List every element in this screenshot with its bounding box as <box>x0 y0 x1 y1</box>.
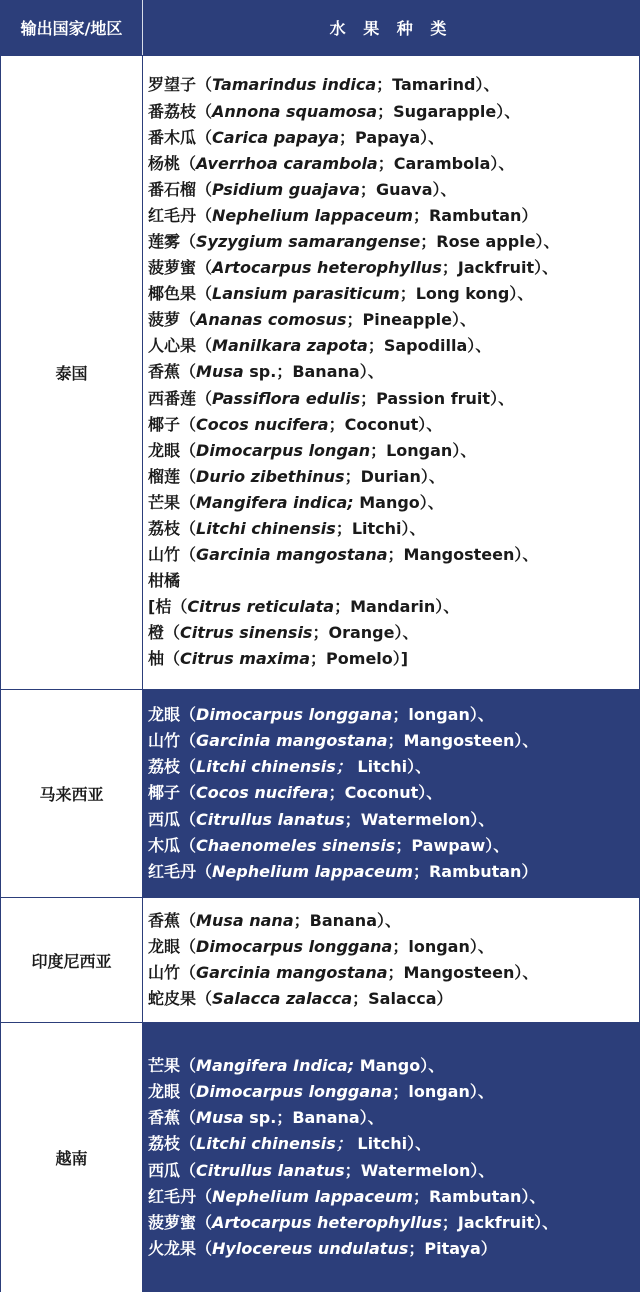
fruit-sci-name: Averrhoa carambola <box>196 153 378 173</box>
fruit-sci-name: Garcinia mangostana <box>196 963 388 982</box>
line-end: ）、 <box>419 492 444 512</box>
line-end: ）、 <box>475 75 500 95</box>
fruit-cn-name: 榴莲 <box>148 466 181 486</box>
fruit-en-name: Mangosteen <box>403 731 515 751</box>
fruit-sci-name: Mangifera indica; <box>196 492 354 512</box>
fruit-sci-name: Musa nana <box>196 910 294 930</box>
fruit-sci-name: Citrullus lanatus <box>196 809 345 829</box>
fruit-cn-name: 番石榴 <box>148 179 197 199</box>
list-item: 人心果（Manilkara zapota；Sapodilla）、 <box>148 336 492 356</box>
fruit-sci-name: Annona squamosa <box>212 101 378 121</box>
fruit-sci-name: Hylocereus undulatus <box>212 1238 409 1258</box>
line-end: ）、 <box>435 597 460 617</box>
list-item: 菠萝蜜（Artocarpus heterophyllus；Jackfruit）、 <box>148 1212 559 1232</box>
fruit-sci-name: Carica papaya <box>212 127 340 147</box>
fruit-cn-name: 龙眼 <box>148 440 181 460</box>
fruit-sci-name: Citrus maxima <box>180 649 311 669</box>
list-item: 龙眼（Dimocarpus longan；Longan）、 <box>148 440 477 460</box>
fruit-en-name: Durian <box>360 466 421 486</box>
line-end: ）、 <box>514 545 539 565</box>
fruit-cn-name: 杨桃 <box>148 153 181 173</box>
fruit-sci-name: Passiflora edulis <box>212 388 361 408</box>
line-end: ）、 <box>470 809 495 829</box>
fruit-sci-name: Psidium guajava <box>212 179 360 199</box>
header-region: 输出国家/地区 <box>1 0 143 55</box>
table-row <box>1 55 639 689</box>
list-item: 红毛丹（Nephelium lappaceum；Rambutan） <box>148 205 538 225</box>
line-end: ）、 <box>418 414 443 434</box>
line-end: ）、 <box>469 705 494 725</box>
line-end: ）、 <box>534 1212 559 1232</box>
line-end: ）、 <box>514 963 539 982</box>
line-end: ）、 <box>452 440 477 460</box>
fruit-en-name: Rose apple <box>436 231 536 251</box>
fruit-cn-name: 橙 <box>148 623 165 643</box>
line-end: ）、 <box>407 757 432 777</box>
line-end: ）、 <box>534 258 559 278</box>
fruit-cn-name: 红毛丹 <box>148 205 197 225</box>
fruit-en-name: Pineapple <box>362 310 452 330</box>
fruit-group-name: 柑橘 <box>148 571 181 591</box>
list-item: 番木瓜（Carica papaya；Papaya）、 <box>148 127 445 147</box>
country-cell: 泰国 <box>1 56 143 689</box>
fruit-cn-name: 椰子 <box>148 783 181 803</box>
fruit-cn-name: 香蕉 <box>148 1108 181 1128</box>
fruit-cn-name: 红毛丹 <box>148 1186 197 1206</box>
fruit-en-name: Watermelon <box>360 1160 471 1180</box>
list-item: 西瓜（Citrullus lanatus；Watermelon）、 <box>148 809 495 829</box>
fruit-sci-name: Dimocarpus longgana <box>196 705 393 725</box>
fruit-sci-name: Musa <box>196 362 244 382</box>
fruit-sci-name: Citrus sinensis <box>180 623 313 643</box>
list-item: 杨桃（Averrhoa carambola；Carambola）、 <box>148 153 515 173</box>
list-item: 龙眼（Dimocarpus longgana；longan）、 <box>148 705 494 725</box>
fruit-sci-suffix: sp. <box>243 362 277 382</box>
list-item: 蛇皮果（Salacca zalacca；Salacca） <box>148 989 453 1009</box>
line-end: ）、 <box>469 1082 494 1102</box>
fruit-cn-name: 荔枝 <box>148 757 181 777</box>
fruit-sci-name: Dimocarpus longan <box>196 440 371 460</box>
line-end: ）、 <box>514 731 539 751</box>
list-item: 香蕉（Musa sp.；Banana）、 <box>148 362 384 382</box>
fruit-cn-name: 蛇皮果 <box>148 989 197 1009</box>
line-end: ）、 <box>485 835 510 855</box>
fruit-en-name: Salacca <box>368 989 437 1009</box>
fruit-en-name: Guava <box>375 179 433 199</box>
line-end: ）、 <box>407 1134 432 1154</box>
fruit-list <box>143 1023 639 1292</box>
fruit-en-name: Coconut <box>344 414 419 434</box>
fruit-sci-name: Nephelium lappaceum <box>212 1186 413 1206</box>
fruit-sci-name: Ananas comosus <box>196 310 347 330</box>
list-item: 荔枝（Litchi chinensis； Litchi）、 <box>148 757 432 777</box>
fruit-sci-suffix: sp. <box>243 1108 277 1128</box>
fruit-en-name: Mandarin <box>350 597 436 617</box>
header-fruit: 水 果 种 类 <box>329 19 453 38</box>
fruit-sci-name: Artocarpus heterophyllus <box>212 1212 442 1232</box>
list-item: [桔（Citrus reticulata；Mandarin）、 <box>148 597 460 617</box>
list-item: 橙（Citrus sinensis；Orange）、 <box>148 623 419 643</box>
line-end: ）、 <box>420 127 445 147</box>
fruit-sci-name: Salacca zalacca <box>212 989 353 1009</box>
fruit-cn-name: 木瓜 <box>148 835 181 855</box>
fruit-cn-name: 龙眼 <box>148 705 181 725</box>
fruit-cn-name: 罗望子 <box>148 75 197 95</box>
line-end: ）、 <box>496 101 521 121</box>
fruit-cn-name: 芒果 <box>148 492 181 512</box>
fruit-en-name: Jackfruit <box>457 1212 535 1232</box>
line-end: ）、 <box>470 1160 495 1180</box>
line-end: ） <box>436 989 453 1009</box>
fruit-sci-name: Manilkara zapota <box>212 336 368 356</box>
fruit-cn-name: 椰色果 <box>148 284 197 304</box>
fruit-cn-name: [桔 <box>148 597 172 617</box>
fruit-cn-name: 山竹 <box>148 731 181 751</box>
list-item: 荔枝（Litchi chinensis； Litchi）、 <box>148 1134 432 1154</box>
line-end: ）、 <box>469 936 494 956</box>
line-end: ）、 <box>490 388 515 408</box>
fruit-cn-name: 菠萝蜜 <box>148 258 197 278</box>
line-end: ）、 <box>401 519 426 539</box>
fruit-cn-name: 香蕉 <box>148 910 181 930</box>
fruit-sci-name: Dimocarpus longgana <box>196 1082 393 1102</box>
list-item: 榴莲（Durio zibethinus；Durian）、 <box>148 466 445 486</box>
fruit-cn-name: 山竹 <box>148 963 181 982</box>
fruit-en-name: Long kong <box>415 284 510 304</box>
list-item: 木瓜（Chaenomeles sinensis；Pawpaw）、 <box>148 835 510 855</box>
list-item: 菠萝（Ananas comosus；Pineapple）、 <box>148 310 476 330</box>
line-end: ）、 <box>535 231 560 251</box>
list-item: 番荔枝（Annona squamosa；Sugarapple）、 <box>148 101 521 121</box>
fruit-cn-name: 人心果 <box>148 336 197 356</box>
list-item: 香蕉（Musa sp.；Banana）、 <box>148 1108 384 1128</box>
fruit-sci-name: Litchi chinensis <box>196 519 336 539</box>
line-end: ）、 <box>418 783 443 803</box>
line-end: ） <box>480 1238 497 1258</box>
fruit-cn-name: 香蕉 <box>148 362 181 382</box>
fruit-en-name: Rambutan <box>428 861 522 881</box>
fruit-en-name: Pomelo <box>326 649 393 669</box>
fruit-en-name: Rambutan <box>428 205 522 225</box>
fruit-en-name: Banana <box>292 362 360 382</box>
fruit-list <box>143 56 639 689</box>
list-item: 罗望子（Tamarindus indica；Tamarind）、 <box>148 75 500 95</box>
fruit-en-name: Jackfruit <box>457 258 535 278</box>
fruit-cn-name: 龙眼 <box>148 936 181 956</box>
fruit-en-name: Mango <box>359 492 420 512</box>
fruit-en-name: Carambola <box>393 153 491 173</box>
fruit-en-name: Sapodilla <box>383 336 468 356</box>
fruit-list <box>143 690 639 897</box>
fruit-sci-name: Cocos nucifera <box>196 414 329 434</box>
fruit-en-name: longan <box>408 705 470 725</box>
fruit-cn-name: 莲雾 <box>148 231 181 251</box>
fruit-en-name: Papaya <box>355 127 421 147</box>
fruit-cn-name: 西番莲 <box>148 388 197 408</box>
fruit-cn-name: 菠萝蜜 <box>148 1212 197 1232</box>
list-item: 香蕉（Musa nana；Banana）、 <box>148 910 402 930</box>
fruit-en-name: Litchi <box>357 757 408 777</box>
fruit-en-name: longan <box>408 1082 470 1102</box>
table-row <box>1 689 639 897</box>
list-item: 芒果（Mangifera indica; Mango）、 <box>148 492 444 512</box>
fruit-cn-name: 荔枝 <box>148 1134 181 1154</box>
fruit-cn-name: 番木瓜 <box>148 127 197 147</box>
line-end: ）、 <box>377 910 402 930</box>
fruit-sci-name: Artocarpus heterophyllus <box>212 258 442 278</box>
list-item: 菠萝蜜（Artocarpus heterophyllus；Jackfruit）、 <box>148 258 559 278</box>
fruit-en-name: Tamarind <box>392 75 476 95</box>
line-end: ）、 <box>420 466 445 486</box>
line-end: ） <box>521 861 538 881</box>
fruit-sci-name: Citrullus lanatus <box>196 1160 345 1180</box>
fruit-en-name: Banana <box>309 910 377 930</box>
list-item: 西瓜（Citrullus lanatus；Watermelon）、 <box>148 1160 495 1180</box>
list-item: 荔枝（Litchi chinensis；Litchi）、 <box>148 519 426 539</box>
fruit-cn-name: 番荔枝 <box>148 101 197 121</box>
list-item <box>148 568 639 594</box>
fruit-sci-name: Nephelium lappaceum <box>212 861 413 881</box>
fruit-cn-name: 火龙果 <box>148 1238 197 1258</box>
fruit-en-name: Orange <box>328 623 395 643</box>
fruit-cn-name: 菠萝 <box>148 310 181 330</box>
list-item: 龙眼（Dimocarpus longgana；longan）、 <box>148 936 494 956</box>
fruit-en-name: Banana <box>292 1108 360 1128</box>
fruit-cn-name: 红毛丹 <box>148 861 197 881</box>
country-cell: 越南 <box>1 1023 143 1292</box>
list-item: 龙眼（Dimocarpus longgana；longan）、 <box>148 1082 494 1102</box>
table-row <box>1 897 639 1022</box>
list-item: 红毛丹（Nephelium lappaceum；Rambutan）、 <box>148 1186 546 1206</box>
fruit-cn-name: 西瓜 <box>148 809 181 829</box>
line-end: ）、 <box>521 1186 546 1206</box>
fruit-en-name: Mango <box>359 1056 421 1076</box>
fruit-en-name: Passion fruit <box>376 388 491 408</box>
fruit-sci-name: Syzygium samarangense <box>196 231 421 251</box>
line-end: ）、 <box>420 1056 445 1076</box>
fruit-en-name: Mangosteen <box>403 963 515 982</box>
fruit-list <box>143 898 639 1022</box>
fruit-en-name: Mangosteen <box>403 545 515 565</box>
line-end: ）、 <box>509 284 534 304</box>
list-item: 山竹（Garcinia mangostana；Mangosteen）、 <box>148 963 539 982</box>
list-item: 红毛丹（Nephelium lappaceum；Rambutan） <box>148 861 538 881</box>
line-end: ）、 <box>490 153 515 173</box>
fruit-en-name: Coconut <box>344 783 419 803</box>
country-cell: 马来西亚 <box>1 690 143 897</box>
fruit-sci-name: Litchi chinensis； <box>196 1134 352 1154</box>
list-item: 火龙果（Hylocereus undulatus；Pitaya） <box>148 1238 497 1258</box>
line-end: ）、 <box>451 310 476 330</box>
fruit-cn-name: 柚 <box>148 649 165 669</box>
list-item: 山竹（Garcinia mangostana；Mangosteen）、 <box>148 545 539 565</box>
table-header <box>1 0 639 55</box>
line-end: ）、 <box>359 1108 384 1128</box>
fruit-sci-name: Tamarindus indica <box>212 75 377 95</box>
list-item: 椰子（Cocos nucifera；Coconut）、 <box>148 414 443 434</box>
fruit-sci-name: Garcinia mangostana <box>196 731 388 751</box>
line-end: ）、 <box>359 362 384 382</box>
line-end: ）、 <box>467 336 492 356</box>
fruit-en-name: longan <box>408 936 470 956</box>
fruit-cn-name: 椰子 <box>148 414 181 434</box>
fruit-sci-name: Garcinia mangostana <box>196 545 388 565</box>
fruit-sci-name: Litchi chinensis； <box>196 757 352 777</box>
fruit-cn-name: 龙眼 <box>148 1082 181 1102</box>
fruit-en-name: Pitaya <box>424 1238 481 1258</box>
fruit-cn-name: 芒果 <box>148 1056 181 1076</box>
fruit-en-name: Pawpaw <box>411 835 486 855</box>
line-end: ）、 <box>432 179 457 199</box>
list-item: 番石榴（Psidium guajava；Guava）、 <box>148 179 457 199</box>
fruit-sci-name: Cocos nucifera <box>196 783 329 803</box>
line-end: ）、 <box>394 623 419 643</box>
list-item: 椰色果（Lansium parasiticum；Long kong）、 <box>148 284 534 304</box>
list-item: 柚（Citrus maxima；Pomelo）] <box>148 649 409 669</box>
list-item: 山竹（Garcinia mangostana；Mangosteen）、 <box>148 731 539 751</box>
fruit-en-name: Longan <box>386 440 453 460</box>
list-item: 莲雾（Syzygium samarangense；Rose apple）、 <box>148 231 560 251</box>
fruit-sci-name: Chaenomeles sinensis <box>196 835 396 855</box>
fruit-en-name: Litchi <box>351 519 402 539</box>
fruit-sci-name: Nephelium lappaceum <box>212 205 413 225</box>
fruit-sci-name: Dimocarpus longgana <box>196 936 393 956</box>
fruit-en-name: Litchi <box>357 1134 408 1154</box>
list-item: 芒果（Mangifera Indica; Mango）、 <box>148 1056 445 1076</box>
fruit-sci-name: Durio zibethinus <box>196 466 345 486</box>
table-row <box>1 1022 639 1292</box>
fruit-cn-name: 西瓜 <box>148 1160 181 1180</box>
country-cell: 印度尼西亚 <box>1 898 143 1022</box>
fruit-cn-name: 荔枝 <box>148 519 181 539</box>
line-end: ）] <box>392 649 409 669</box>
fruit-sci-name: Lansium parasiticum <box>212 284 400 304</box>
fruit-sci-name: Musa <box>196 1108 244 1128</box>
fruit-en-name: Sugarapple <box>393 101 497 121</box>
list-item: 椰子（Cocos nucifera；Coconut）、 <box>148 783 443 803</box>
fruit-sci-name: Citrus reticulata <box>187 597 335 617</box>
list-item: 西番莲（Passiflora edulis；Passion fruit）、 <box>148 388 515 408</box>
line-end: ） <box>521 205 538 225</box>
fruit-sci-name: Mangifera Indica; <box>196 1056 355 1076</box>
fruit-en-name: Rambutan <box>428 1186 522 1206</box>
fruit-en-name: Watermelon <box>360 809 471 829</box>
fruit-cn-name: 山竹 <box>148 545 181 565</box>
